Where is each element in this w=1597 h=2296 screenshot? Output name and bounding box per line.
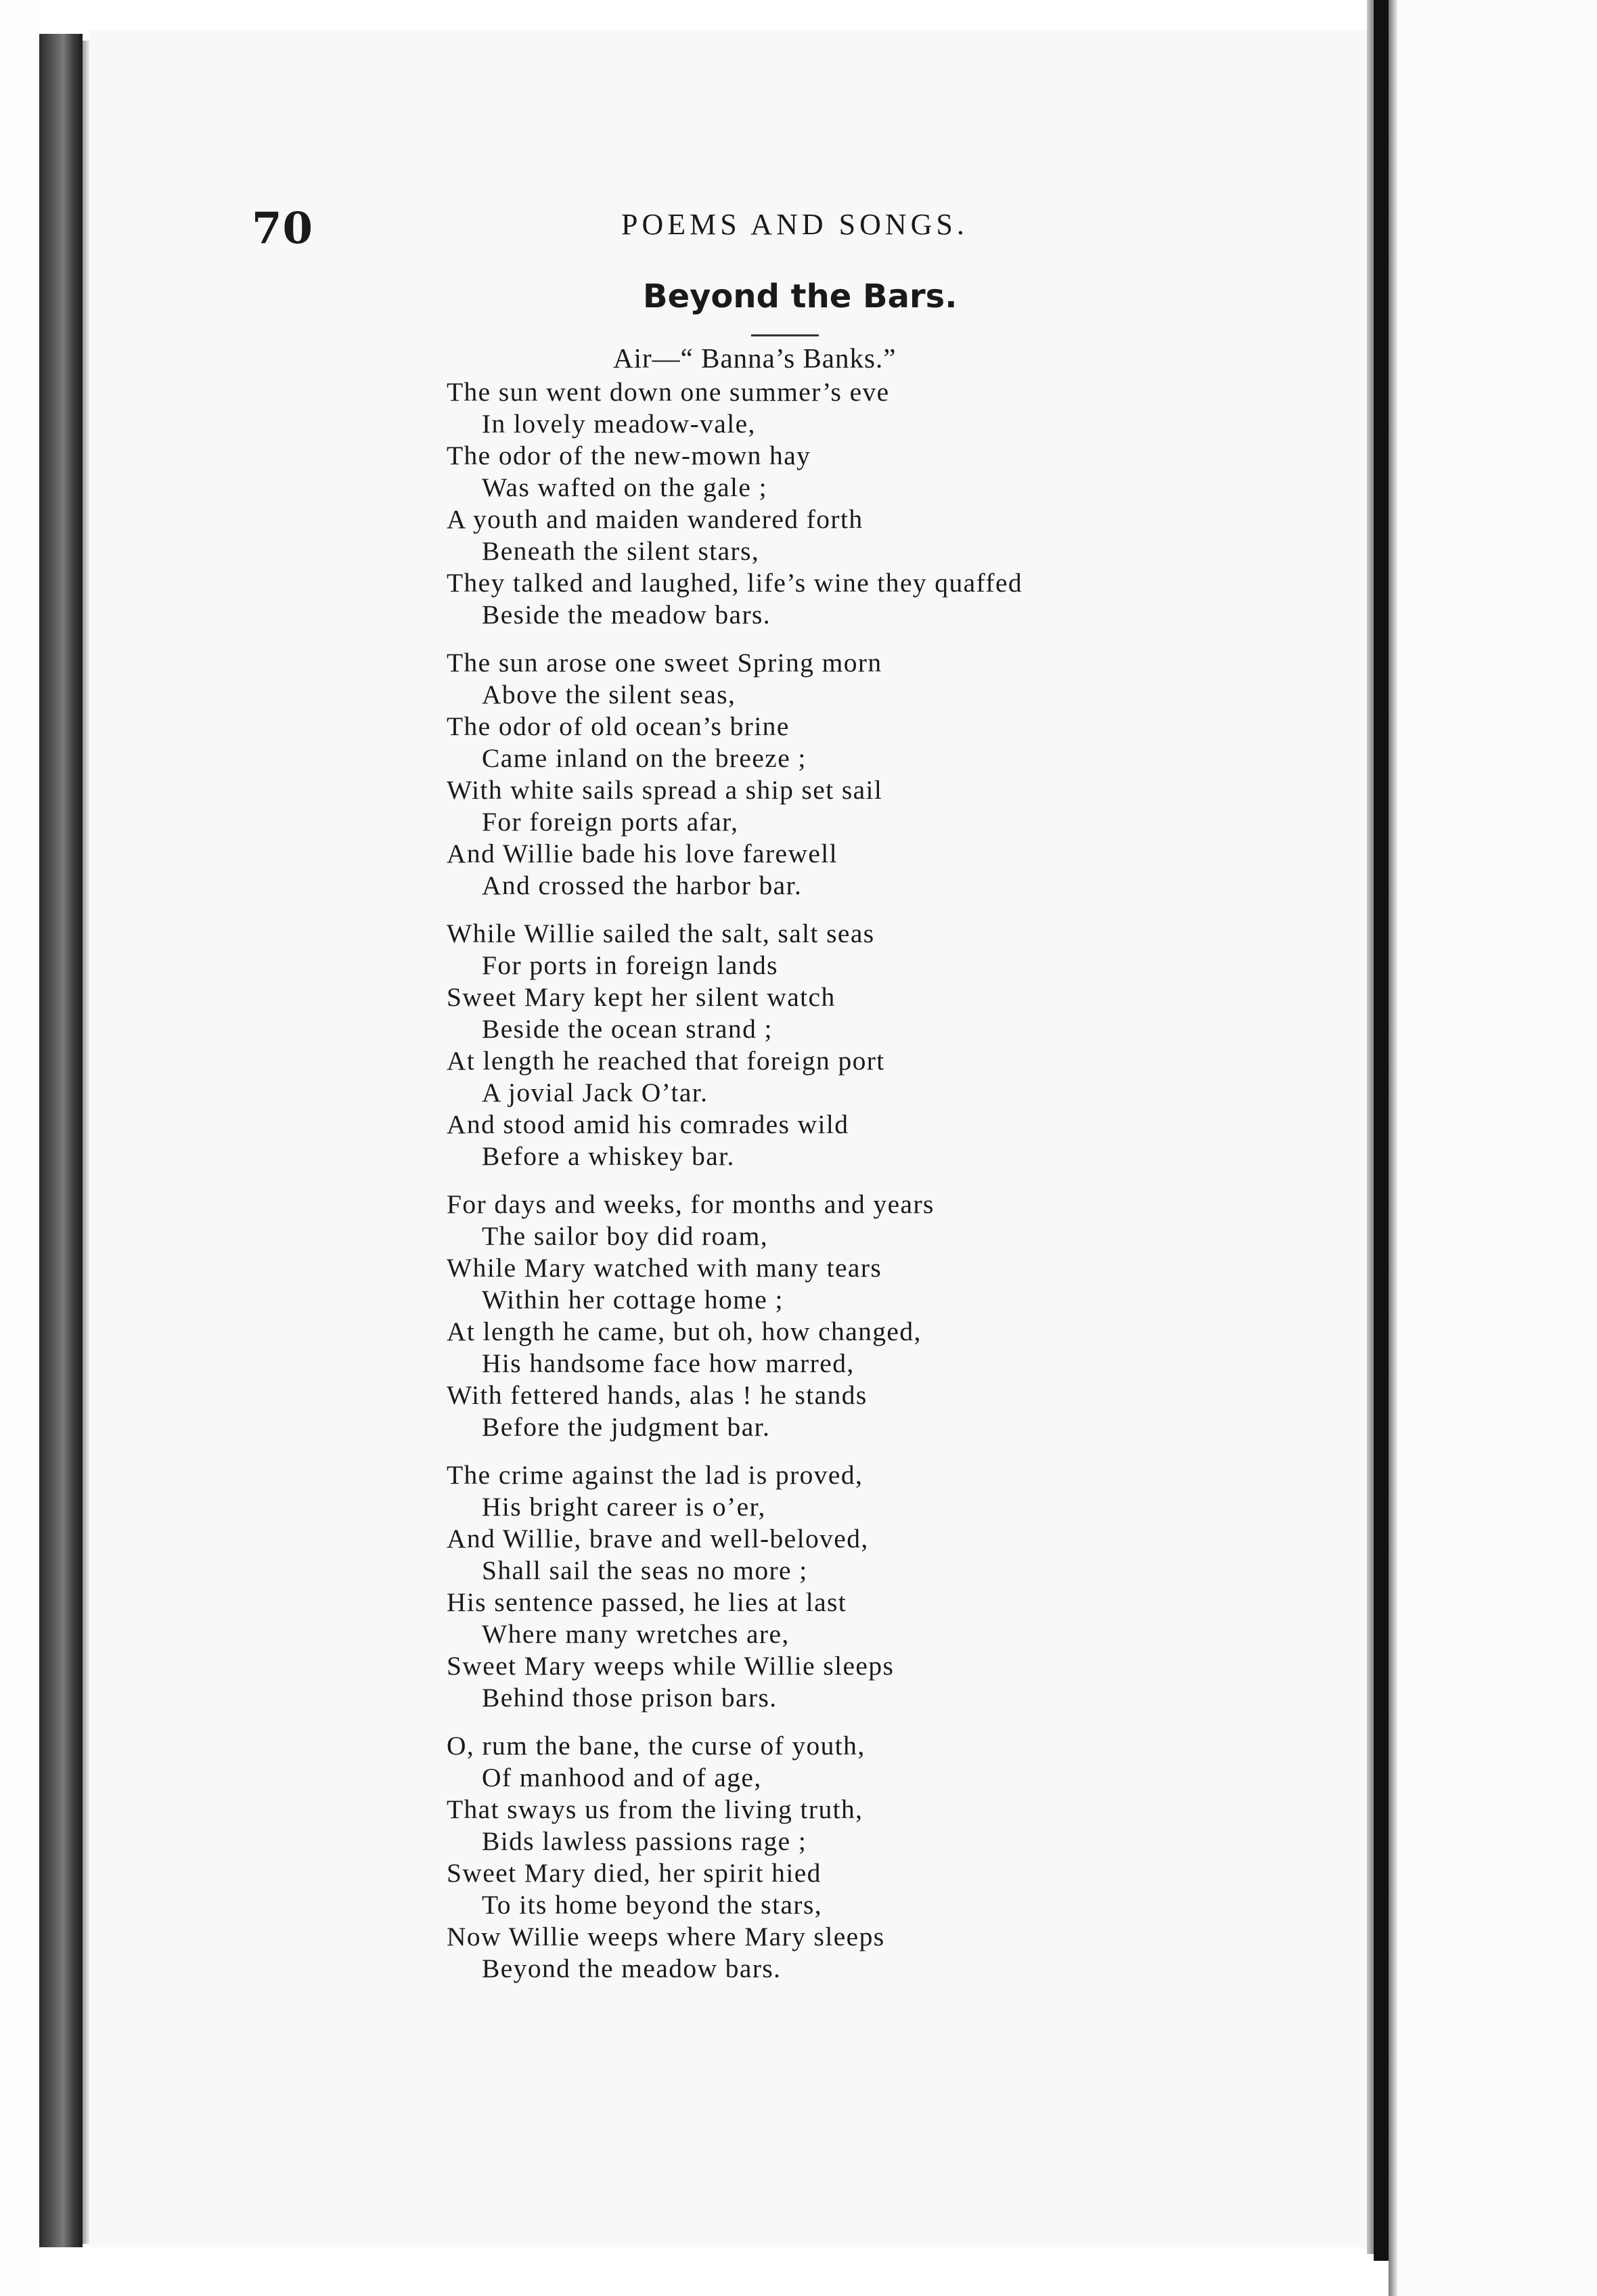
title-rule: [751, 334, 819, 336]
poem-line: Before the judgment bar.: [482, 1412, 771, 1442]
poem-line: His bright career is o’er,: [482, 1492, 766, 1522]
poem-line: The sun arose one sweet Spring morn: [447, 648, 882, 678]
poem-line: His handsome face how marred,: [482, 1348, 855, 1378]
poem-line: His sentence passed, he lies at last: [447, 1587, 847, 1617]
poem-line: Beside the ocean strand ;: [482, 1014, 773, 1044]
poem-line: The odor of the new-mown hay: [447, 441, 811, 470]
poem-line: With fettered hands, alas ! he stands: [447, 1380, 868, 1410]
poem-line: While Willie sailed the salt, salt seas: [447, 919, 875, 948]
poem-line: The sun went down one summer’s eve: [447, 377, 890, 407]
binding-shadow: [83, 41, 89, 2244]
poem-line: Beneath the silent stars,: [482, 536, 760, 566]
poem-line: Sweet Mary died, her spirit hied: [447, 1858, 822, 1888]
poem-line: They talked and laughed, life’s wine they quaffed: [447, 568, 1023, 598]
poem-title: Beyond the Bars.: [643, 278, 958, 315]
poem-line: Before a whiskey bar.: [482, 1141, 735, 1171]
poem-air: Air—“ Banna’s Banks.”: [613, 343, 897, 374]
poem-line: Of manhood and of age,: [482, 1763, 762, 1792]
poem-line: The crime against the lad is proved,: [447, 1460, 863, 1490]
poem-line: Beside the meadow bars.: [482, 600, 771, 630]
stanza: [447, 647, 1326, 902]
facing-page: [1389, 0, 1597, 2296]
poem-line: For days and weeks, for months and years: [447, 1189, 935, 1219]
poem-line: And Willie bade his love farewell: [447, 839, 838, 868]
poem-line: A jovial Jack O’tar.: [482, 1078, 708, 1107]
scan-margin: [0, 0, 39, 2296]
poem-body: [447, 376, 1326, 2001]
stanza: [447, 918, 1326, 1172]
poem-line: Bids lawless passions rage ;: [482, 1826, 807, 1856]
page-number: 70: [252, 203, 314, 254]
poem-line: The sailor boy did roam,: [482, 1221, 769, 1251]
stanza: [447, 1189, 1326, 1443]
stanza: [447, 376, 1326, 631]
poem-line: To its home beyond the stars,: [482, 1890, 822, 1920]
poem-line: Beyond the meadow bars.: [482, 1953, 782, 1983]
running-head: POEMS AND SONGS.: [621, 208, 968, 241]
poem-line: That sways us from the living truth,: [447, 1794, 863, 1824]
poem-line: Sweet Mary kept her silent watch: [447, 982, 836, 1012]
poem-line: Was wafted on the gale ;: [482, 472, 767, 502]
poem-line: Came inland on the breeze ;: [482, 743, 807, 773]
page-gutter: [1374, 0, 1389, 2261]
stanza: [447, 1730, 1326, 1985]
poem-line: For foreign ports afar,: [482, 807, 739, 837]
poem-line: Sweet Mary weeps while Willie sleeps: [447, 1651, 895, 1681]
facing-page-shade: [1389, 0, 1398, 2296]
poem-line: And Willie, brave and well-beloved,: [447, 1524, 869, 1553]
poem-line: At length he came, but oh, how changed,: [447, 1317, 922, 1346]
poem-line: In lovely meadow-vale,: [482, 409, 756, 439]
book-binding-edge: [39, 34, 83, 2247]
poem-line: Shall sail the seas no more ;: [482, 1555, 808, 1585]
stanza: [447, 1459, 1326, 1714]
poem-line: Above the silent seas,: [482, 680, 736, 709]
poem-line: With white sails spread a ship set sail: [447, 775, 883, 805]
poem-line: For ports in foreign lands: [482, 950, 778, 980]
poem-line: Within her cottage home ;: [482, 1285, 784, 1315]
poem-line: O, rum the bane, the curse of youth,: [447, 1731, 865, 1761]
poem-line: The odor of old ocean’s brine: [447, 711, 790, 741]
poem-line: Now Willie weeps where Mary sleeps: [447, 1922, 885, 1951]
poem-line: At length he reached that foreign port: [447, 1046, 885, 1076]
poem-line: Behind those prison bars.: [482, 1683, 778, 1713]
poem-line: And crossed the harbor bar.: [482, 870, 803, 900]
poem-line: Where many wretches are,: [482, 1619, 790, 1649]
poem-line: A youth and maiden wandered forth: [447, 504, 863, 534]
poem-line: While Mary watched with many tears: [447, 1253, 882, 1283]
poem-line: And stood amid his comrades wild: [447, 1109, 849, 1139]
